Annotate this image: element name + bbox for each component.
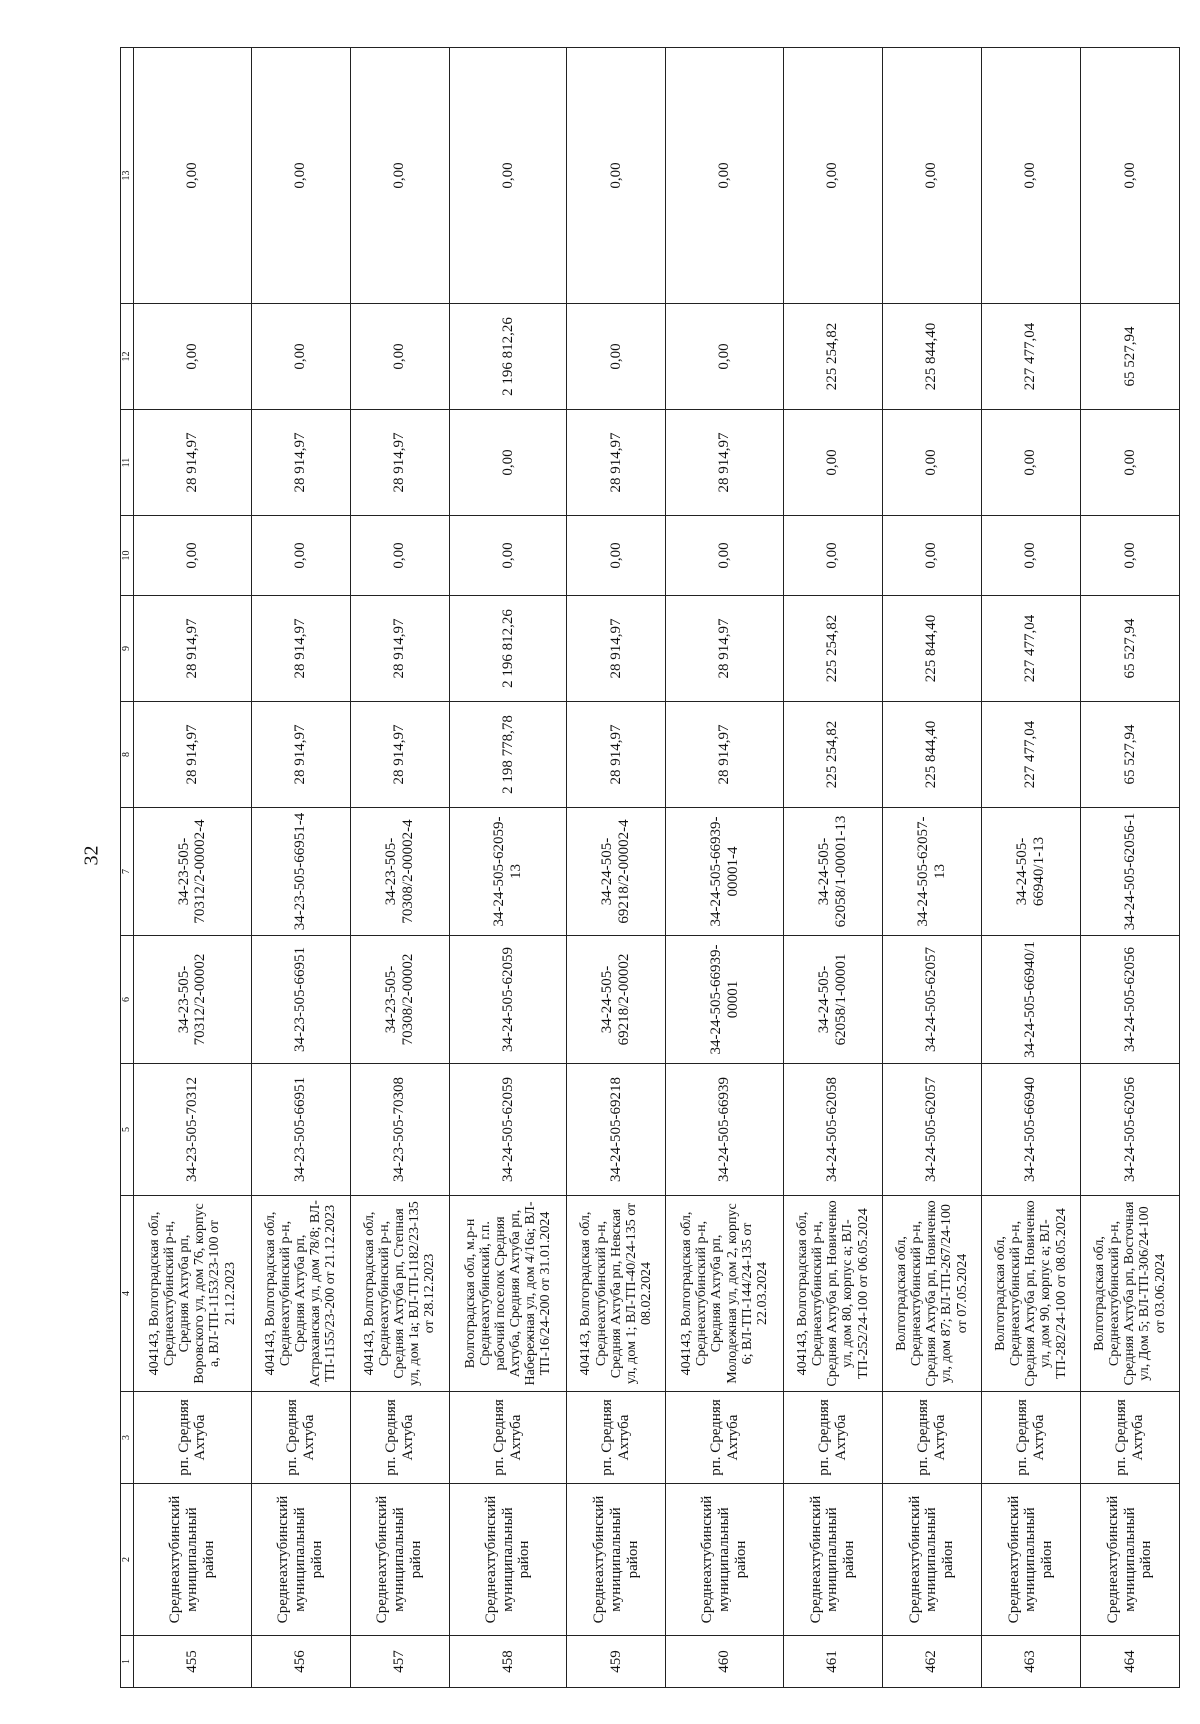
row-number: 462 (882, 1636, 981, 1688)
col12-cell: 227 477,04 (981, 304, 1080, 410)
table-row (1080, 48, 1179, 1688)
cost-cell: 28 914,97 (666, 702, 784, 808)
col11-cell: 28 914,97 (666, 410, 784, 516)
locality-cell: рп. Средняя Ахтуба (449, 1392, 567, 1484)
cadastral-cell: 34-24-505-66940 (981, 1064, 1080, 1196)
col11-cell: 0,00 (449, 410, 567, 516)
col10-cell: 0,00 (134, 516, 252, 596)
amount-cell: 28 914,97 (350, 596, 449, 702)
cadastral-cell: 34-24-505-62059 (449, 1064, 567, 1196)
cost-cell: 227 477,04 (981, 702, 1080, 808)
col11-cell: 0,00 (882, 410, 981, 516)
asset-id-cell: 34-24-505-62059-13 (449, 808, 567, 936)
row-number: 455 (134, 1636, 252, 1688)
col12-cell: 0,00 (134, 304, 252, 410)
object-id-cell: 34-24-505-69218/2-00002 (567, 936, 666, 1064)
address-cell: 404143, Волгоградская обл, Среднеахтубинский р-н, Средняя Ахтуба рп, Молодежная ул, дом 2, корпус 6; ВЛ-ТП-144/24-135 от 22.03.2024 (666, 1196, 784, 1392)
amount-cell: 227 477,04 (981, 596, 1080, 702)
district-cell: Среднеахтубинский муниципальный район (567, 1484, 666, 1636)
locality-cell: рп. Средняя Ахтуба (882, 1392, 981, 1484)
row-number: 460 (666, 1636, 784, 1688)
column-number-3: 3 (121, 1392, 134, 1484)
amount-cell: 225 254,82 (783, 596, 882, 702)
amount-cell: 28 914,97 (251, 596, 350, 702)
locality-cell: рп. Средняя Ахтуба (567, 1392, 666, 1484)
col13-cell: 0,00 (134, 48, 252, 304)
col12-cell: 0,00 (350, 304, 449, 410)
district-cell: Среднеахтубинский муниципальный район (251, 1484, 350, 1636)
row-number: 457 (350, 1636, 449, 1688)
col10-cell: 0,00 (981, 516, 1080, 596)
amount-cell: 28 914,97 (134, 596, 252, 702)
col13-cell: 0,00 (251, 48, 350, 304)
col10-cell: 0,00 (350, 516, 449, 596)
col10-cell: 0,00 (1080, 516, 1179, 596)
object-id-cell: 34-24-505-62057 (882, 936, 981, 1064)
rotated-table-sheet (120, 48, 1180, 1688)
col12-cell: 2 196 812,26 (449, 304, 567, 410)
column-number-row (121, 48, 134, 1688)
row-number: 459 (567, 1636, 666, 1688)
object-id-cell: 34-24-505-62059 (449, 936, 567, 1064)
cost-cell: 28 914,97 (350, 702, 449, 808)
address-cell: 404143, Волгоградская обл, Среднеахтубинский р-н, Средняя Ахтуба рп, Астраханская ул, дом 78/8; ВЛ-ТП-1155/23-200 от 21.12.2023 (251, 1196, 350, 1392)
address-cell: Волгоградская обл, Среднеахтубинский р-н, Средняя Ахтуба рп, Новиченко ул, дом 87; ВЛ-ТП-267/24-100 от 07.05.2024 (882, 1196, 981, 1392)
district-cell: Среднеахтубинский муниципальный район (981, 1484, 1080, 1636)
address-cell: Волгоградская обл, Среднеахтубинский р-н, Средняя Ахтуба рп, Восточная ул, Дом 5; ВЛ-ТП-306/24-100 от 03.06.2024 (1080, 1196, 1179, 1392)
page-number: 32 (80, 845, 103, 866)
object-id-cell: 34-24-505-62056 (1080, 936, 1179, 1064)
cost-cell: 28 914,97 (134, 702, 252, 808)
column-number-8: 8 (121, 702, 134, 808)
cadastral-cell: 34-23-505-70308 (350, 1064, 449, 1196)
column-number-7: 7 (121, 808, 134, 936)
col13-cell: 0,00 (981, 48, 1080, 304)
col13-cell: 0,00 (449, 48, 567, 304)
amount-cell: 65 527,94 (1080, 596, 1179, 702)
address-cell: 404143, Волгоградская обл, Среднеахтубинский р-н, Средняя Ахтуба рп, Воровского ул, дом 76, корпус а, ВЛ-ТП-1153/23-100 от 21.12.2023 (134, 1196, 252, 1392)
col13-cell: 0,00 (350, 48, 449, 304)
table-row (134, 48, 252, 1688)
column-number-9: 9 (121, 596, 134, 702)
amount-cell: 28 914,97 (666, 596, 784, 702)
col11-cell: 28 914,97 (134, 410, 252, 516)
cadastral-cell: 34-24-505-66939 (666, 1064, 784, 1196)
col11-cell: 28 914,97 (350, 410, 449, 516)
col12-cell: 0,00 (666, 304, 784, 410)
column-number-10: 10 (121, 516, 134, 596)
locality-cell: рп. Средняя Ахтуба (783, 1392, 882, 1484)
table-row (449, 48, 567, 1688)
cadastral-cell: 34-24-505-62056 (1080, 1064, 1179, 1196)
district-cell: Среднеахтубинский муниципальный район (134, 1484, 252, 1636)
col13-cell: 0,00 (567, 48, 666, 304)
amount-cell: 28 914,97 (567, 596, 666, 702)
object-id-cell: 34-24-505-66939-00001 (666, 936, 784, 1064)
col13-cell: 0,00 (783, 48, 882, 304)
district-cell: Среднеахтубинский муниципальный район (449, 1484, 567, 1636)
column-number-2: 2 (121, 1484, 134, 1636)
col13-cell: 0,00 (1080, 48, 1179, 304)
object-id-cell: 34-24-505-62058/1-00001 (783, 936, 882, 1064)
column-number-1: 1 (121, 1636, 134, 1688)
address-cell: 404143, Волгоградская обл, Среднеахтубинский р-н, Средняя Ахтуба рп, Новиченко ул, дом 80, корпус а; ВЛ-ТП-252/24-100 от 06.05.2024 (783, 1196, 882, 1392)
object-id-cell: 34-23-505-70312/2-00002 (134, 936, 252, 1064)
cadastral-cell: 34-23-505-70312 (134, 1064, 252, 1196)
col10-cell: 0,00 (783, 516, 882, 596)
asset-id-cell: 34-24-505-66939-00001-4 (666, 808, 784, 936)
col12-cell: 225 254,82 (783, 304, 882, 410)
asset-id-cell: 34-23-505-66951-4 (251, 808, 350, 936)
cost-cell: 28 914,97 (251, 702, 350, 808)
col12-cell: 65 527,94 (1080, 304, 1179, 410)
cadastral-cell: 34-24-505-69218 (567, 1064, 666, 1196)
table-row (882, 48, 981, 1688)
col10-cell: 0,00 (882, 516, 981, 596)
cost-cell: 2 198 778,78 (449, 702, 567, 808)
object-id-cell: 34-23-505-66951 (251, 936, 350, 1064)
table-body (134, 48, 1180, 1688)
table-row (251, 48, 350, 1688)
col12-cell: 225 844,40 (882, 304, 981, 410)
table-row (350, 48, 449, 1688)
cost-cell: 65 527,94 (1080, 702, 1179, 808)
col12-cell: 0,00 (567, 304, 666, 410)
cadastral-cell: 34-24-505-62058 (783, 1064, 882, 1196)
col11-cell: 0,00 (1080, 410, 1179, 516)
col10-cell: 0,00 (567, 516, 666, 596)
asset-id-cell: 34-24-505-62058/1-00001-13 (783, 808, 882, 936)
amount-cell: 2 196 812,26 (449, 596, 567, 702)
district-cell: Среднеахтубинский муниципальный район (882, 1484, 981, 1636)
cost-cell: 28 914,97 (567, 702, 666, 808)
asset-id-cell: 34-24-505-66940/1-13 (981, 808, 1080, 936)
asset-id-cell: 34-24-505-69218/2-00002-4 (567, 808, 666, 936)
cadastral-cell: 34-23-505-66951 (251, 1064, 350, 1196)
table-row (567, 48, 666, 1688)
col11-cell: 28 914,97 (251, 410, 350, 516)
col11-cell: 0,00 (783, 410, 882, 516)
object-id-cell: 34-24-505-66940/1 (981, 936, 1080, 1064)
column-number-13: 13 (121, 48, 134, 304)
cost-cell: 225 844,40 (882, 702, 981, 808)
address-cell: Волгоградская обл, м.р-н Среднеахтубинский, г.п. рабочий поселок Средняя Ахтуба, Средняя Ахтуба рп, Набережная ул, дом 4/16а; ВЛ-ТП-16/24-200 от 31.01.2024 (449, 1196, 567, 1392)
col12-cell: 0,00 (251, 304, 350, 410)
col10-cell: 0,00 (449, 516, 567, 596)
locality-cell: рп. Средняя Ахтуба (666, 1392, 784, 1484)
col10-cell: 0,00 (251, 516, 350, 596)
locality-cell: рп. Средняя Ахтуба (350, 1392, 449, 1484)
column-number-4: 4 (121, 1196, 134, 1392)
table-row (666, 48, 784, 1688)
district-cell: Среднеахтубинский муниципальный район (783, 1484, 882, 1636)
column-number-11: 11 (121, 410, 134, 516)
row-number: 463 (981, 1636, 1080, 1688)
asset-id-cell: 34-23-505-70308/2-00002-4 (350, 808, 449, 936)
cadastral-cell: 34-24-505-62057 (882, 1064, 981, 1196)
col11-cell: 28 914,97 (567, 410, 666, 516)
district-cell: Среднеахтубинский муниципальный район (666, 1484, 784, 1636)
column-number-6: 6 (121, 936, 134, 1064)
table-row (783, 48, 882, 1688)
district-cell: Среднеахтубинский муниципальный район (350, 1484, 449, 1636)
asset-id-cell: 34-24-505-62056-1 (1080, 808, 1179, 936)
asset-id-cell: 34-23-505-70312/2-00002-4 (134, 808, 252, 936)
row-number: 456 (251, 1636, 350, 1688)
amount-cell: 225 844,40 (882, 596, 981, 702)
address-cell: Волгоградская обл, Среднеахтубинский р-н, Средняя Ахтуба рп, Новиченко ул, дом 90, корпус а; ВЛ-ТП-282/24-100 от 08.05.2024 (981, 1196, 1080, 1392)
row-number: 458 (449, 1636, 567, 1688)
locality-cell: рп. Средняя Ахтуба (134, 1392, 252, 1484)
column-number-12: 12 (121, 304, 134, 410)
table-row (981, 48, 1080, 1688)
address-cell: 404143, Волгоградская обл, Среднеахтубинский р-н, Средняя Ахтуба рп, Невская ул, дом 1; ВЛ-ТП-40/24-135 от 08.02.2024 (567, 1196, 666, 1392)
locality-cell: рп. Средняя Ахтуба (1080, 1392, 1179, 1484)
district-cell: Среднеахтубинский муниципальный район (1080, 1484, 1179, 1636)
cost-cell: 225 254,82 (783, 702, 882, 808)
col10-cell: 0,00 (666, 516, 784, 596)
column-number-5: 5 (121, 1064, 134, 1196)
col13-cell: 0,00 (666, 48, 784, 304)
address-cell: 404143, Волгоградская обл, Среднеахтубинский р-н, Средняя Ахтуба рп, Степная ул, дом 1а; ВЛ-ТП-1182/23-135 от 28.12.2023 (350, 1196, 449, 1392)
col13-cell: 0,00 (882, 48, 981, 304)
col11-cell: 0,00 (981, 410, 1080, 516)
locality-cell: рп. Средняя Ахтуба (981, 1392, 1080, 1484)
register-table (120, 47, 1180, 1688)
asset-id-cell: 34-24-505-62057-13 (882, 808, 981, 936)
object-id-cell: 34-23-505-70308/2-00002 (350, 936, 449, 1064)
row-number: 464 (1080, 1636, 1179, 1688)
locality-cell: рп. Средняя Ахтуба (251, 1392, 350, 1484)
row-number: 461 (783, 1636, 882, 1688)
